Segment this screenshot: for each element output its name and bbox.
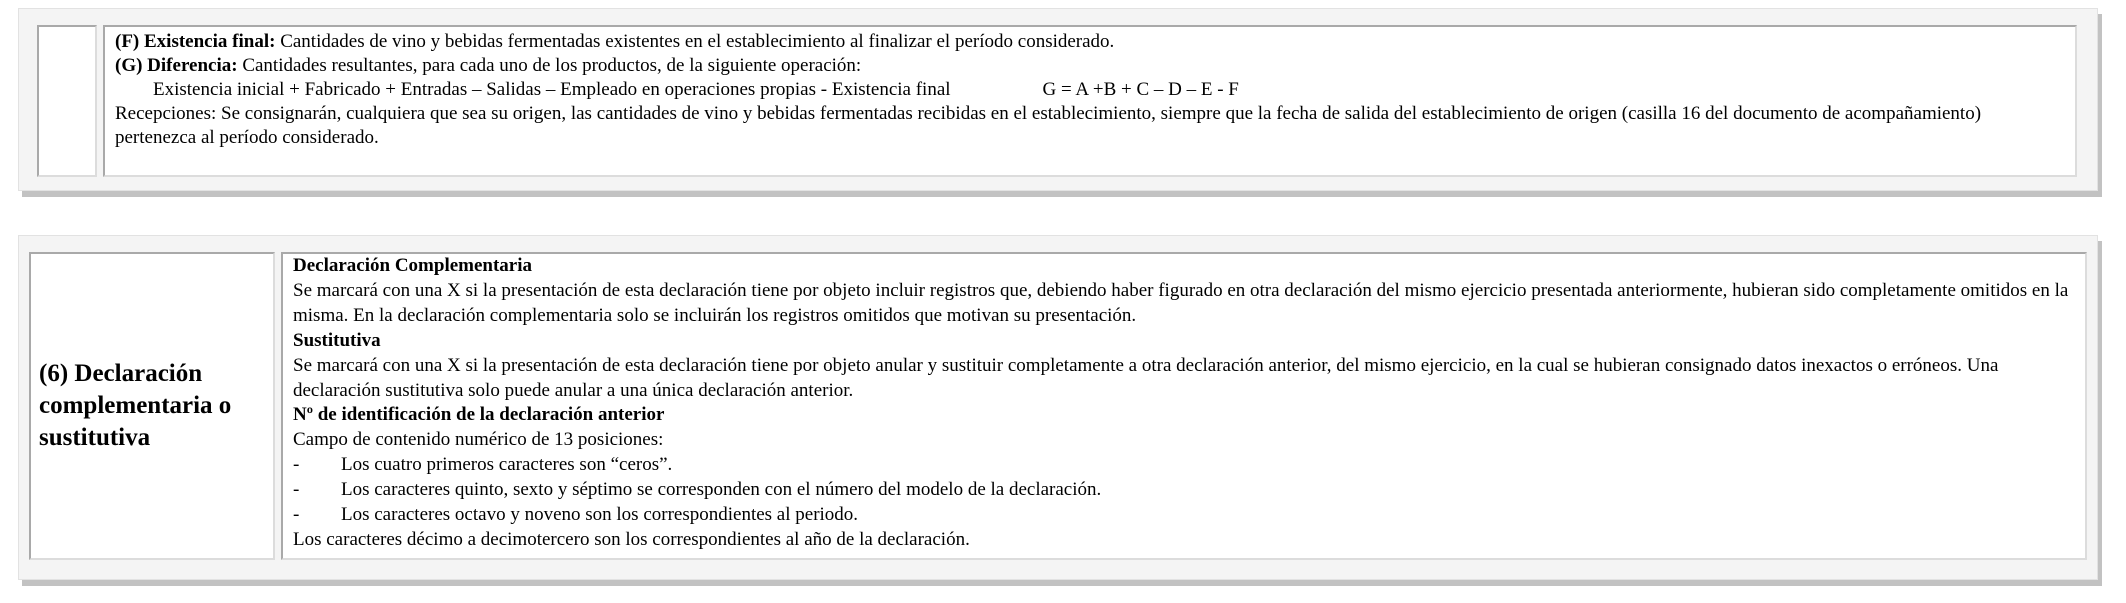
existencia-final-line: [115, 30, 2065, 54]
operation-text: Existencia inicial + Fabricado + Entradas – Salidas – Empleado en operaciones propias - Existencia final: [153, 79, 951, 100]
bullet-marker: -: [293, 479, 300, 501]
section-6-label: (6) Declaración complementaria o sustitutiva: [39, 360, 232, 451]
id-title: Nº de identificación de la declaración anterior: [293, 404, 665, 426]
definitions-panel: [18, 8, 2098, 191]
sustitutiva-paragraph: Se marcará con una X si la presentación de esta declaración tiene por objeto anular y sustituir completamente a otra declaración anterior, del mismo ejercicio, en la cual se hubieran consignado datos inexactos o erróneos. Una declaración sustitutiva solo puede anular a una única declaración anterior.: [293, 354, 1999, 401]
existencia-final-text: Cantidades de vino y bebidas fermentadas existentes en el establecimiento al finalizar el período considerado.: [275, 31, 1115, 52]
sustitutiva-title: Sustitutiva: [293, 329, 381, 351]
recepciones-paragraph: Recepciones: Se consignarán, cualquiera que sea su origen, las cantidades de vino y bebidas fermentadas recibidas en el establecimiento, siempre que la fecha de salida del establecimiento de origen (casilla 16 del documento de acompañamiento) pertenezca al período considerado.: [115, 103, 1982, 148]
bullet-marker: -: [293, 454, 300, 476]
diferencia-text: Cantidades resultantes, para cada uno de los productos, de la siguiente operación:: [237, 55, 862, 76]
existencia-final-label: (F) Existencia final:: [115, 31, 276, 52]
list-item-text: Los cuatro primeros caracteres son “ceros”.: [341, 454, 673, 476]
list-item: [293, 478, 2075, 503]
list-item-text: Los caracteres quinto, sexto y séptimo se corresponden con el número del modelo de la declaración.: [341, 479, 1102, 501]
section-label-cell: [29, 252, 275, 560]
closing-line: Los caracteres décimo a decimotercero son los correspondientes al año de la declaración.: [293, 528, 970, 550]
complementaria-title: Declaración Complementaria: [293, 255, 533, 276]
list-item: [293, 453, 2075, 478]
diferencia-label: (G) Diferencia:: [115, 55, 238, 76]
formula-text: G = A +B + C – D – E - F: [1042, 79, 1239, 100]
declaration-panel: [18, 235, 2098, 580]
definitions-text-cell: [103, 25, 2077, 177]
complementaria-paragraph: Se marcará con una X si la presentación de esta declaración tiene por objeto incluir registros que, debiendo haber figurado en otra declaración del mismo ejercicio presentada anteriormente, hubieran sido completamente omitidos en la misma. En la declaración complementaria solo se incluirán los registros omitidos que motivan su presentación.: [293, 279, 2069, 326]
declaration-table: [29, 252, 2087, 560]
list-item-text: Los caracteres octavo y noveno son los correspondientes al periodo.: [341, 504, 859, 526]
definitions-table: [37, 25, 2077, 177]
list-item: [293, 503, 2075, 528]
operation-line: [115, 78, 2065, 102]
empty-label-cell: [37, 25, 97, 177]
section-6-text-cell: [281, 252, 2087, 560]
id-intro: Campo de contenido numérico de 13 posiciones:: [293, 429, 664, 451]
bullet-marker: -: [293, 504, 300, 526]
diferencia-line: [115, 54, 2065, 78]
